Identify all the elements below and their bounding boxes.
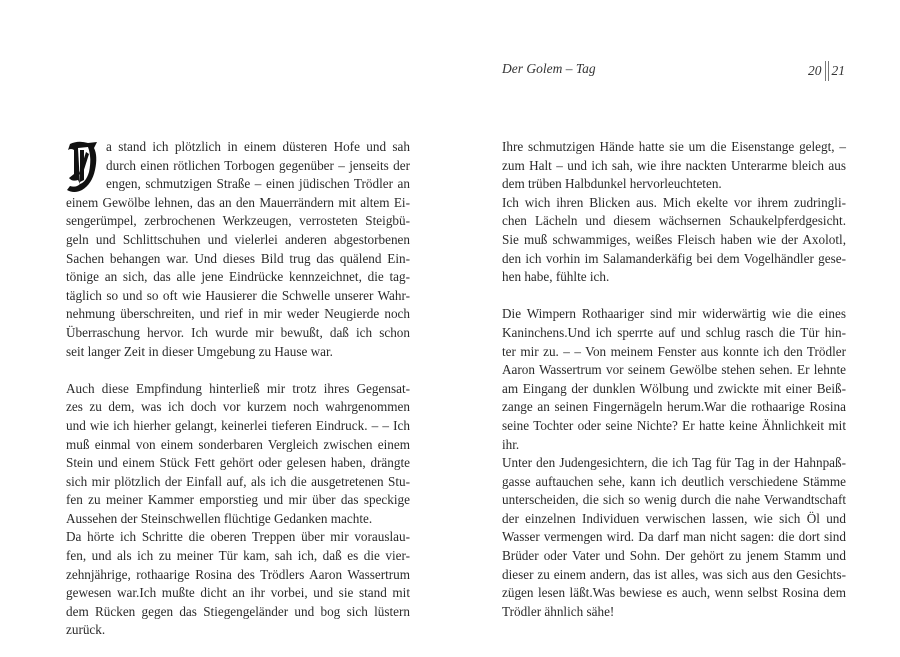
paragraph [66, 528, 410, 640]
text-line: ihr. [502, 436, 520, 452]
text-line: ter mir zu. – – Von meinem Fenster aus konnte ich den Trödler [502, 343, 846, 359]
text-line: zange an seinen Fingernägeln herum.War die rothaarige Rosina [502, 399, 846, 415]
text-line: seine Tochter oder seine Nichte? Er hatte keine Ähnlichkeit mit [502, 417, 846, 433]
text-line: Da hörte ich Schritte die oberen Treppen über mir vorauslau- [66, 529, 410, 545]
text-line: muß einmal von einem sonderbaren Vergleich zwischen einem [66, 436, 410, 452]
page-separator [825, 61, 829, 81]
text-line: unterscheiden, die sich so wenig durch die nahe Verwandtschaft [502, 492, 846, 508]
text-line: Stein und einem Stück Fett gehört oder gelesen haben, drängte [66, 455, 410, 471]
text-line: Sie muß schwammiges, weißes Fleisch haben wie der Axolotl, [502, 231, 846, 247]
text-line: am Eingang der dunklen Wölbung und zwickte mit einer Beiß- [502, 380, 846, 396]
text-line: engen, schmutzigen Straße – einen jüdischen Trödler an [106, 176, 410, 192]
text-line: hen habe, fühlte ich. [502, 269, 610, 285]
paragraph [66, 380, 410, 529]
text-line: einem Gewölbe lehnen, das an den Mauerrändern mit altem Ei- [66, 194, 410, 210]
text-line: a stand ich plötzlich in einem düsteren Hofe und sah [106, 139, 410, 154]
text-line: Auch diese Empfindung hinterließ mir trotz ihres Gegensat- [66, 380, 410, 396]
text-line: täglich so und so oft wie Hausierer die Schwelle unserer Wahr- [66, 287, 410, 303]
text-line: Ihre schmutzigen Hände hatte sie um die Eisenstange gelegt, – [502, 139, 846, 154]
text-line: zügen lesen läßt.Was bewiese es auch, wenn selbst Rosina dem [502, 585, 846, 601]
paragraph [502, 138, 846, 194]
text-line: zes zu dem, was ich doch vor kurzem noch wahrgenommen [66, 399, 410, 415]
left-page-text [66, 138, 410, 640]
text-line: Sachen behangen war. Und dieses Bild trug das quälend Ein- [66, 250, 410, 266]
text-line: chen Lächeln und diesem wächsernen Schaukelpferdgesicht. [502, 213, 846, 229]
text-line: den ich vorhin im Salamanderkäfig bei dem Vogelhändler gese- [502, 250, 846, 266]
text-line: durch einen rötlichen Torbogen gegenüber – jenseits der [106, 157, 410, 173]
text-line: Ich wich ihren Blicken aus. Mich ekelte vor ihrem zudringli- [502, 194, 846, 210]
text-line: Brüder oder Vater und Sohn. Der gehört zu jenem Stamm und [502, 548, 846, 564]
text-line: zurück. [66, 622, 106, 638]
text-line: dem Rücken gegen das Stiegengeländer und bog sich lüstern [66, 603, 410, 619]
drop-cap [64, 140, 102, 192]
text-line: Unter den Judengesichtern, die ich Tag für Tag in der Hahnpaß- [502, 455, 846, 471]
text-line: nehmung überschreiten, und rief in mir weder Neugierde noch [66, 306, 410, 322]
text-line: zehnjährige, rothaarige Rosina des Trödlers Aaron Wassertrum [66, 566, 410, 582]
paragraph [502, 305, 846, 454]
text-line: fen, und als ich zu meiner Tür kam, sah ich, daß es die vier- [66, 548, 410, 564]
text-line: tönige an sich, das alle jene Eindrücke kennzeichnet, die tag- [66, 269, 410, 285]
text-line: Aaron Wassertrum vor seinem Gewölbe stehen sehen. Er lehnte [502, 362, 846, 378]
page-numbers [808, 61, 845, 81]
text-line: dieser zu einem andern, das ist alles, was sich aus den Gesichts- [502, 566, 846, 582]
running-header [502, 61, 845, 81]
text-line: Überraschung hervor. Ich wurde mir bewußt, daß ich schon [66, 324, 410, 340]
text-line: dem trüben Halbdunkel hervorleuchteten. [502, 176, 722, 192]
text-line: der einzelnen Individuen verwischen lassen, wie sich Öl und [502, 510, 846, 526]
text-line: Die Wimpern Rothaariger sind mir widerwärtig wie die eines [502, 306, 846, 322]
text-line: zum Halt – und ich sah, wie ihre nackten Unterarme bleich aus [502, 157, 846, 173]
text-line: gewesen war.Ich mußte dicht an ihr vorbei, und sie stand mit [66, 585, 410, 601]
text-line: Kaninchens.Und ich sperrte auf und schlug rasch die Tür hin- [502, 324, 846, 340]
text-line: Wasser vermengen wird. Da darf man nicht sagen: die dort sind [502, 529, 846, 545]
running-title: Der Golem – Tag [502, 61, 596, 76]
page-number-left: 20 [808, 63, 822, 78]
paragraph [502, 454, 846, 621]
text-line: sich mir plötzlich der Einfall auf, als ich die ausgetretenen Stu- [66, 473, 410, 489]
text-line: fen zu meiner Kammer emporstieg und mir über das speckige [66, 492, 410, 508]
paragraph [66, 138, 410, 361]
text-line: seit langer Zeit in dieser Umgebung zu Hause war. [66, 343, 333, 359]
paragraph [502, 194, 846, 287]
drop-cap-glyph [64, 140, 102, 194]
text-line: geln und Schlittschuhen und vielerlei anderen abgestorbenen [66, 231, 410, 247]
right-page-text [502, 138, 846, 621]
text-line: gasse auftauchen sehe, kann ich deutlich verschiedene Stämme [502, 473, 846, 489]
page-number-right: 21 [831, 63, 845, 78]
text-line: Aussehen der Steinschwellen flüchtige Gedanken machte. [66, 510, 373, 526]
text-line: und wie ich hierher gelangt, keinerlei tieferen Eindruck. – – Ich [66, 417, 410, 433]
text-line: Trödler ähnlich sähe! [502, 603, 615, 619]
text-line: sengerümpel, zerbrochenen Werkzeugen, verrosteten Steigbü- [66, 213, 410, 229]
